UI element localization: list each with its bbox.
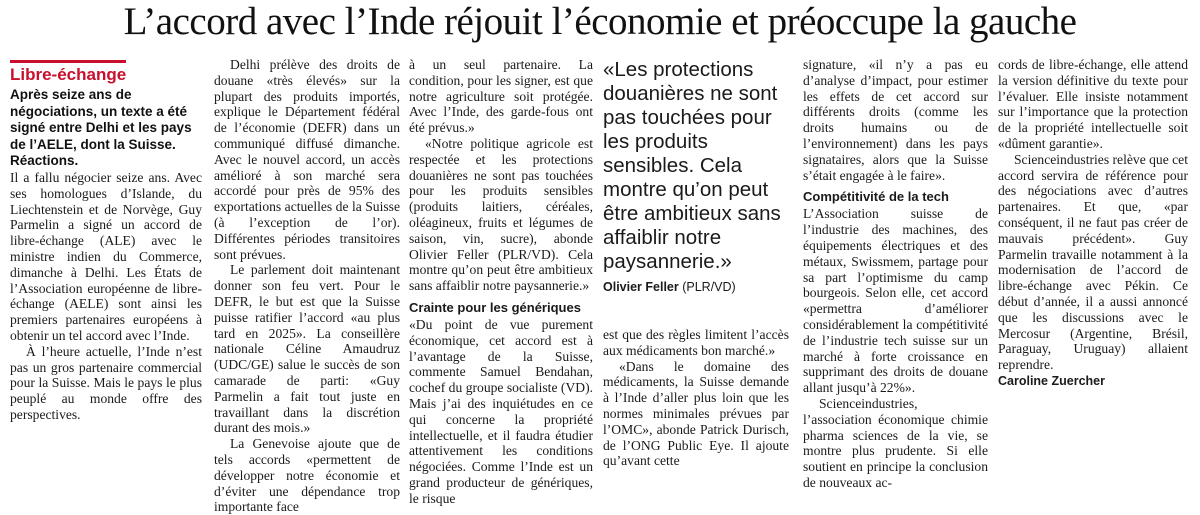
paragraph: cords de libre-échange, elle attend la version définitive du texte pour l’évaluer. Elle insiste notamment sur l’importance que la protection de la propriété intellectuelle soit «dûment garantie». (998, 57, 1188, 151)
article-lead: Après seize ans de négociations, un texte a été signé entre Delhi et les pays de l’AELE, dont la Suisse. Réactions. (10, 87, 192, 169)
pull-quote (603, 58, 793, 294)
paragraph: Scienceindustries relève que cet accord servira de référence pour des négociations avec d’autres partenaires. Et que, «par conséquent, il ne faut pas créer de mauvais précédent». Guy Parmelin travaille notamment à la modernisation de l’accord de libre-échange avec Pékin. Ce début d’année, il a aussi annoncé que les discussions avec le Mercosur (Argentine, Brésil, Paraguay, Uruguay) allaient reprendre. (998, 151, 1188, 373)
column-2 (214, 57, 400, 515)
paragraph: À l’heure actuelle, l’Inde n’est pas un gros partenaire commercial pour la Suisse. Mais le pays le plus peuplé au monde offre des perspectives. (10, 343, 202, 422)
subheading-competitivite: Compétitivité de la tech (803, 189, 949, 205)
paragraph: signature, «il n’y a pas eu d’analyse d’impact, pour estimer les effets de cet accord sur différents droits (comme les droits humains ou de l’environnement) dans les pays signataires, alors que la Suisse s’était engagée à le faire». (803, 57, 988, 183)
pull-quote-author (603, 280, 793, 294)
paragraph: à un seul partenaire. La condition, pour les signer, est que notre agriculture soit protégée. Avec l’Inde, des garde-fous ont été prévus.» (409, 57, 593, 136)
paragraph: Le parlement doit maintenant donner son feu vert. Pour le DEFR, le but est que la Suisse puisse ratifier l’accord «au plus tard en 2025». La conseillère nationale Céline Amaudruz (UDC/GE) salue le succès de son camarade de parti: «Guy Parmelin a fait tout juste en travaillant dans la discrétion durant des mois.» (214, 262, 400, 436)
article-headline: L’accord avec l’Inde réjouit l’économie et préoccupe la gauche (123, 0, 1077, 43)
paragraph: L’Association suisse de l’industrie des machines, des équipements électriques et des métaux, Swissmem, partage pour sa part l’optimisme du camp bourgeois. Selon elle, cet accord «permettra d’améliorer considérablement la compétitivité de l’industrie tech suisse sur un marché à forte croissance en supprimant des droits de douane allant jusqu’à 22%». (803, 206, 988, 396)
author-signature: Caroline Zuercher (998, 373, 1105, 388)
paragraph: La Genevoise ajoute que de tels accords «permettent de développer notre économie et d’éviter une dépendance trop importante face (214, 436, 400, 515)
paragraph: «Notre politique agricole est respectée et les protections douanières ne sont pas touchées pour les produits sensibles (produits laitiers, céréales, oléagineux, fruits et légumes de saison, vin, sucre), abonde Olivier Feller (PLR/VD). Cela montre qu’on peut être ambitieux sans affaiblir notre paysannerie.» (409, 135, 593, 294)
paragraph: est que des règles limitent l’accès aux médicaments bon marché.» (603, 327, 789, 358)
column-1 (10, 60, 202, 423)
paragraph: «Dans le domaine des médicaments, la Suisse demande à l’Inde d’aller plus loin que les normes minimales prévues par l’OMC», abonde Patrick Durisch, de l’ONG Public Eye. Il ajoute qu’avant cette (603, 358, 789, 469)
column-3 (409, 57, 593, 507)
pull-quote-author-party: (PLR/VD) (682, 280, 736, 294)
pull-quote-author-name: Olivier Feller (603, 280, 679, 294)
paragraph: Il a fallu négocier seize ans. Avec ses homologues d’Islande, du Liechtenstein et de Norvège, Guy Parmelin a signé un accord de libre-échange (ALE) avec le ministre indien du Commerce, dimanche à Delhi. Les États de l’Association européenne de libre-échange (AELE) sont ainsi les premiers partenaires européens à obtenir un tel accord avec l’Inde. (10, 169, 202, 343)
column-5 (998, 57, 1188, 389)
paragraph: «Du point de vue purement économique, cet accord est à l’avantage de la Suisse, commente Samuel Bendahan, cochef du groupe socialiste (VD). Mais j’ai des inquiétudes en ce qui concerne la propriété intellectuelle, et il faudra étudier attentivement les conditions négociées. Comme l’Inde est un grand producteur de génériques, le risque (409, 316, 593, 506)
column-3b (603, 327, 789, 469)
pull-quote-text: «Les protections douanières ne sont pas touchées pour les produits sensibles. Cela montre qu’on peut être ambitieux sans affaiblir notre paysannerie.» (603, 58, 781, 273)
subheading-generiques: Crainte pour les génériques (409, 299, 581, 315)
rubric-label: Libre-échange (10, 60, 126, 85)
paragraph: Scienceindustries, l’association économique chimie pharma sciences de la vie, se montre plus prudente. Si elle soutient en principe la conclusion de nouveaux ac- (803, 395, 988, 490)
column-4 (803, 57, 988, 491)
paragraph: Delhi prélève des droits de douane «très élevés» sur la plupart des produits importés, explique le Département fédéral de l’économie (DEFR) dans un communiqué diffusé dimanche. Avec le nouvel accord, un accès amélioré à son marché sera accordé pour près de 95% des exportations actuelles de la Suisse (à l’exception de l’or). Différentes périodes transitoires sont prévues. (214, 57, 400, 262)
